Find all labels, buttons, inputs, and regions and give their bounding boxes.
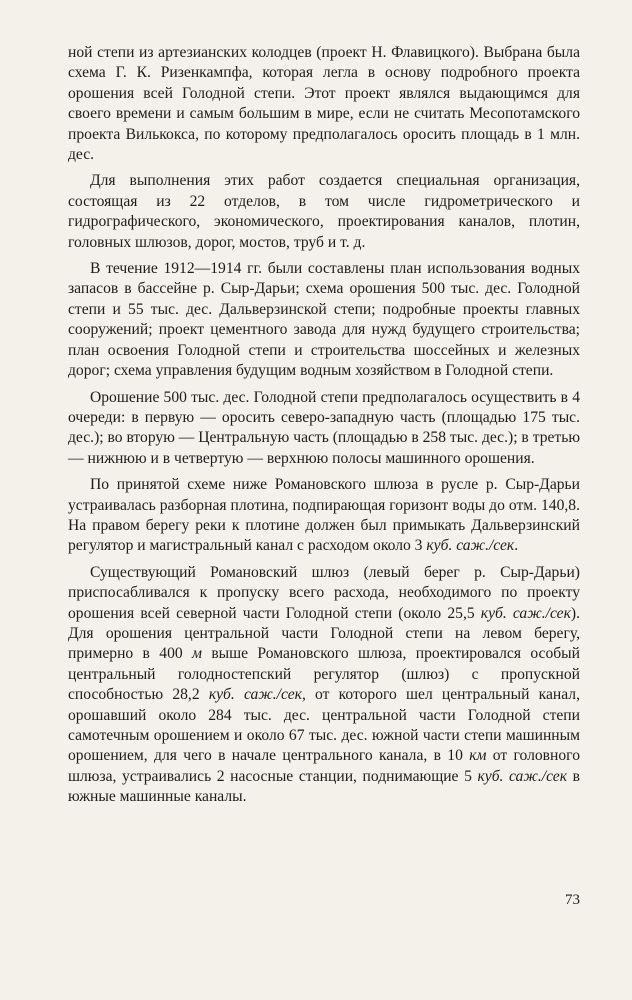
paragraph [68,475,580,557]
italic-unit: м [192,645,202,663]
paragraph [68,388,580,470]
paragraph [68,563,580,808]
text-run: ). Для орошения центральной части Голодной степи на левом берегу, примерно в 400 [68,604,580,663]
italic-unit: куб. саж./сек [208,686,302,704]
text-run: выше Романовского шлюза, проектировался особый центральный голодностепский регулятор (шлюз) с пропускной способностью 28,2 [68,645,580,704]
text-run: , от которого шел центральный канал, орошавший около 284 тыс. дес. центральной части Голодной степи самотечным орошением и около 67 тыс. дес. южной части степи машинным орошением, для чего в начале центрального канала, в 10 [68,686,580,765]
text-run: от головного шлюза, устраивались 2 насосные станции, поднимающие 5 [68,747,580,785]
paragraph [68,171,580,253]
text-run: По принятой схеме ниже Романовского шлюза в русле р. Сыр-Дарьи устраивалась разборная плотина, подпирающая горизонт воды до отм. 140,8. На правом берегу реки к плотине должен был примыкать Дальверзинский регулятор и магистральный канал с расходом около 3 [68,476,580,555]
italic-unit: куб. саж./сек [477,767,568,785]
text-run: ной степи из артезианских колодцев (проект Н. Флавицкого). Выбрана была схема Г. К. Ризенкампфа, которая легла в основу подробного проекта орошения всей Голодной степи. Этот проект являлся выдающимся для своего времени и самым большим в мире, если не считать Месопотамского проекта Вилькокса, по которому предполагалось оросить площадь в 1 млн. дес. [68,44,580,164]
italic-unit: км [469,747,487,765]
body-text [68,43,580,814]
text-run: Орошение 500 тыс. дес. Голодной степи предполагалось осуществить в 4 очереди: в первую — оросить северо-западную часть (площадью 175 тыс. дес.); во вторую — Центральную часть (площадью в 258 тыс. дес.); в третью — нижнюю и в четвертую — верхнюю полосы машинного орошения. [68,388,580,467]
italic-unit: куб. саж./сек [426,537,515,555]
text-run: в южные машинные каналы. [68,767,580,806]
paragraph [68,259,580,381]
text-run: В течение 1912—1914 гг. были составлены план использования водных запасов в бассейне р. Сыр-Дарьи; схема орошения 500 тыс. дес. Голодной степи и 55 тыс. дес. Дальверзинской степи; подробные проекты главных сооружений; проект цементного завода для нужд будущего строительства; план освоения Голодной степи и строительства шоссейных и железных дорог; схема управления будущим водным хозяйством в Голодной степи. [68,260,580,380]
page-number: 73 [565,892,580,908]
text-run: Для выполнения этих работ создается специальная организация, состоящая из 22 отделов, в том числе гидрометрического и гидрографического, экономического, проектирования каналов, плотин, головных шлюзов, дорог, мостов, труб и т. д. [68,172,580,251]
italic-unit: куб. саж./сек [480,604,571,622]
text-run: . [514,537,519,555]
paragraph [68,43,580,165]
text-run: Существующий Романовский шлюз (левый берег р. Сыр-Дарьи) приспосабливался к пропуску всего расхода, необходимого по проекту орошения всей северной части Голодной степи (около 25,5 [68,563,580,622]
